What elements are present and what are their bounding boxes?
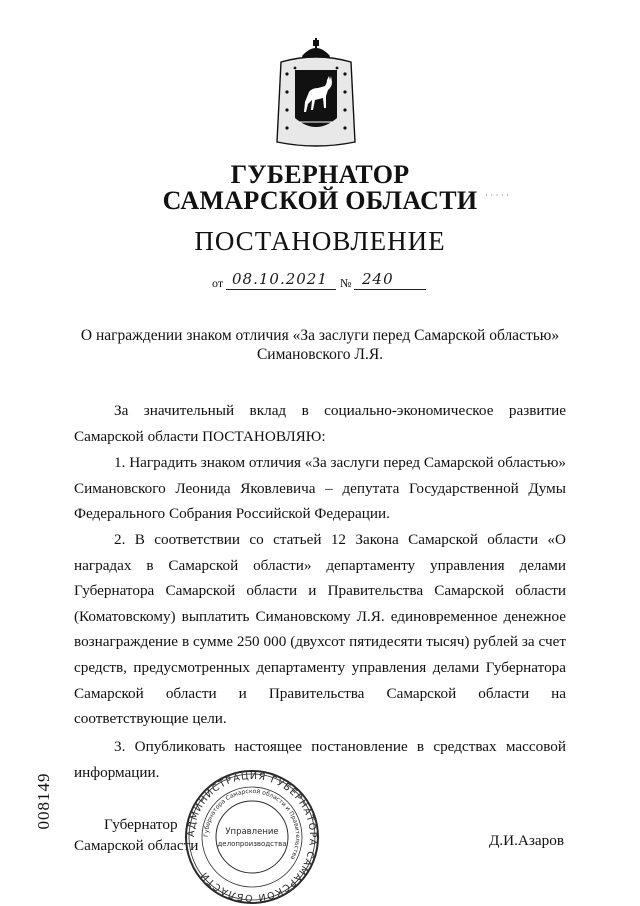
paragraph-text: 1. Наградить знаком отличия «За заслуги перед Самарской областью» Симановского Леонида Яковлевича – депутата Государственной Думы Федерального Собрания Российской Федерации.: [74, 454, 566, 523]
date-underline: [226, 289, 336, 290]
paragraph-text: За значительный вклад в социально-экономическое развитие Самарской области ПОСТАНОВЛЯЮ:: [74, 402, 566, 445]
subject-line1: О награждении знаком отличия «За заслуги перед Самарской областью»: [80, 327, 560, 344]
signatory-title-line2: Самарской области: [74, 837, 199, 854]
clause-1-paragraph: [74, 450, 566, 527]
issuer-title-line1: ГУБЕРНАТОР: [230, 160, 410, 189]
preamble-paragraph: [74, 398, 566, 449]
scan-artifact: · · · · ·: [485, 190, 509, 200]
registration-number: [24, 766, 64, 836]
stamp-center-line1: Управление: [225, 827, 279, 837]
paragraph-text: 2. В соответствии со статьей 12 Закона Самарской области «О наградах в Самарской области» департаменту управления делами Губернатора Самарской области и Правительства Самарской области (Коматовскому) выплатить Симановскому Л.Я. единовременное денежное вознаграждение в сумме 250 000 (двухсот пятидесяти тысяч) рублей за счет средств, предусмотренных департаменту управления делами Губернатора Самарской области и Правительства Самарской области на соответствующие цели.: [74, 531, 566, 728]
stamp-inner-text: Губернатора Самарской области и Правительства: [202, 787, 302, 861]
date-label: от: [212, 276, 224, 290]
signatory-title: [74, 814, 198, 856]
stamp-outer-text: АДМИНИСТРАЦИЯ ГУБЕРНАТОРА САМАРСКОЙ ОБЛАСТИ: [185, 770, 319, 904]
subject-line2: Симановского Л.Я.: [256, 346, 384, 363]
coat-of-arms-icon: [275, 38, 357, 150]
stamp-center-line2: делопроизводства: [217, 840, 287, 848]
document-date: 08.10.2021: [232, 270, 328, 288]
paragraph-text: 3. Опубликовать настоящее постановление в средствах массовой информации.: [74, 738, 566, 781]
clause-2-paragraph: [74, 527, 566, 732]
document-subject: [40, 326, 600, 364]
number-label: №: [340, 276, 352, 290]
official-stamp-icon: [183, 768, 321, 906]
document-type: ПОСТАНОВЛЕНИЕ: [194, 226, 446, 256]
issuer-title-line2: САМАРСКОЙ ОБЛАСТИ: [162, 186, 478, 215]
document-number: 240: [362, 270, 394, 288]
signatory-title-line1: Губернатор: [104, 816, 178, 833]
number-underline: [354, 289, 426, 290]
registration-number-text: 008149: [34, 772, 53, 830]
svg-text:Губернатора Самарской области: [203, 788, 301, 861]
signatory-name: Д.И.Азаров: [489, 832, 564, 849]
